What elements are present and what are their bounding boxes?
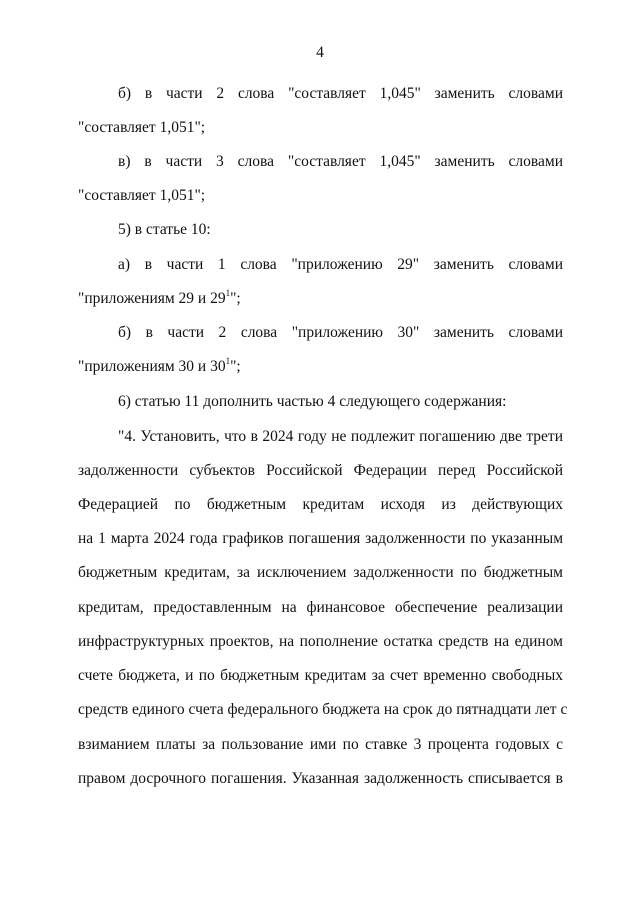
amendment-line: а) в части 1 слова "приложению 29" заменить словами [118, 256, 563, 273]
amendment-line: в) в части 3 слова "составляет 1,045" заменить словами [118, 153, 563, 170]
quote-line: задолженности субъектов Российской Федерации перед Российской [78, 462, 563, 479]
amendment-line: б) в части 2 слова "составляет 1,045" заменить словами [118, 85, 563, 102]
amendment-line: "приложениям 30 и $30^1$"; [78, 356, 241, 375]
page-number: 4 [316, 44, 324, 61]
quote-line: Федерацией по бюджетным кредитам исходя из действующих [78, 496, 563, 513]
superscript: 1 [225, 288, 231, 298]
amendment-line: 6) статью 11 дополнить частью 4 следующего содержания: [118, 393, 507, 410]
amendment-line: "составляет 1,051"; [78, 119, 206, 136]
quote-line: бюджетным кредитам, за исключением задолженности по бюджетным [78, 564, 563, 581]
quote-line: кредитам, предоставленным на финансовое обеспечение реализации [78, 599, 563, 616]
quote-line: на 1 марта 2024 года графиков погашения задолженности по указанным [78, 530, 563, 547]
amendment-line: "приложениям 29 и $29^1$"; [78, 288, 241, 307]
amendment-line: 5) в статье 10: [118, 221, 211, 238]
quote-line: правом досрочного погашения. Указанная задолженность списывается в [78, 770, 563, 787]
quote-line: счете бюджета, и по бюджетным кредитам за счет временно свободных [78, 667, 563, 684]
superscript: 1 [225, 356, 231, 366]
amendment-line: б) в части 2 слова "приложению 30" заменить словами [118, 324, 563, 341]
quote-line: "4. Установить, что в 2024 году не подлежит погашению две трети [118, 428, 563, 445]
quote-line: взиманием платы за пользование ими по ставке 3 процента годовых с [78, 736, 563, 753]
quote-line: средств единого счета федерального бюджета на срок до пятнадцати лет с [78, 701, 568, 718]
amendment-line: "составляет 1,051"; [78, 187, 206, 204]
quote-line: инфраструктурных проектов, на пополнение остатка средств на едином [78, 633, 563, 650]
